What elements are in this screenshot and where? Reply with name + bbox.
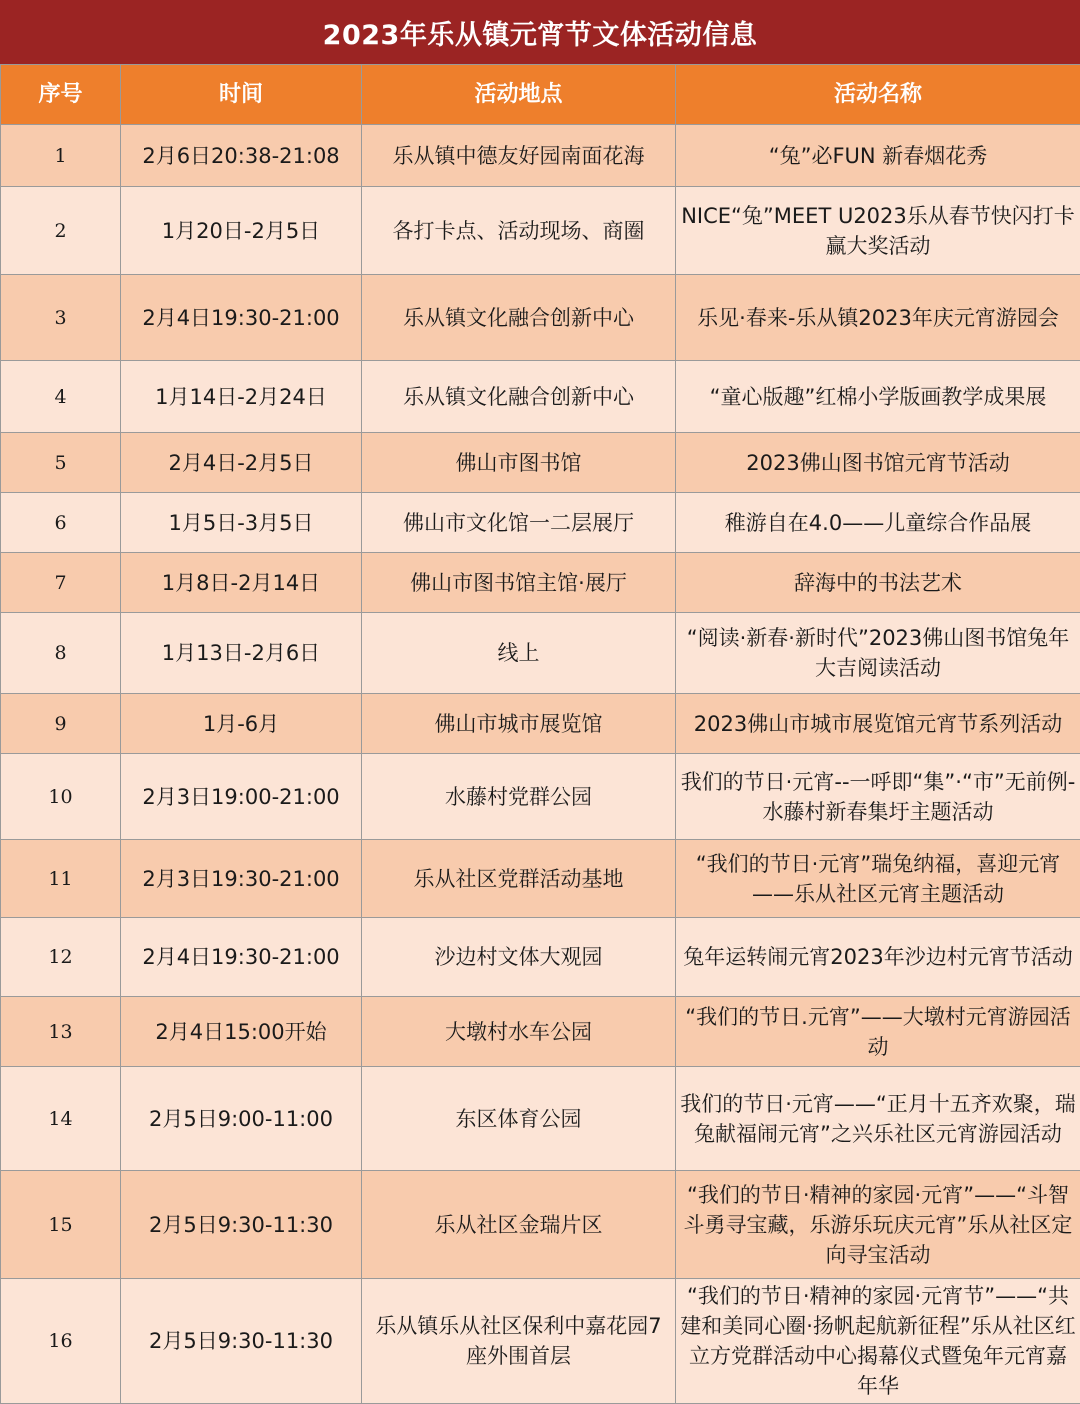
cell-time: 1月-6月 (121, 694, 362, 754)
cell-location: 沙边村文体大观园 (362, 918, 676, 997)
cell-time: 2月6日20:38-21:08 (121, 125, 362, 187)
cell-time: 2月5日9:30-11:30 (121, 1279, 362, 1404)
cell-index: 12 (1, 918, 121, 997)
cell-name: “我们的节日·精神的家园·元宵”——“斗智斗勇寻宝藏，乐游乐玩庆元宵”乐从社区定向寻宝活动 (676, 1171, 1080, 1279)
cell-location: 水藤村党群公园 (362, 754, 676, 840)
cell-index: 6 (1, 493, 121, 553)
cell-name: “童心版趣”红棉小学版画教学成果展 (676, 361, 1080, 433)
cell-time: 1月13日-2月6日 (121, 613, 362, 694)
cell-location: 乐从镇文化融合创新中心 (362, 361, 676, 433)
cell-index: 13 (1, 997, 121, 1067)
cell-name: 我们的节日·元宵——“正月十五齐欢聚，瑞兔献福闹元宵”之兴乐社区元宵游园活动 (676, 1067, 1080, 1171)
table-row (1, 997, 1080, 1067)
header-location: 活动地点 (362, 65, 676, 125)
cell-time: 2月4日15:00开始 (121, 997, 362, 1067)
table-body (1, 125, 1080, 1404)
cell-location: 大墩村水车公园 (362, 997, 676, 1067)
cell-location: 线上 (362, 613, 676, 694)
sheet-title: 2023年乐从镇元宵节文体活动信息 (0, 0, 1080, 65)
table-row (1, 694, 1080, 754)
cell-name: 我们的节日·元宵--一呼即“集”·“市”无前例-水藤村新春集圩主题活动 (676, 754, 1080, 840)
table-row (1, 1171, 1080, 1279)
table-row (1, 1067, 1080, 1171)
cell-index: 14 (1, 1067, 121, 1171)
cell-location: 佛山市图书馆主馆·展厅 (362, 553, 676, 613)
cell-index: 16 (1, 1279, 121, 1404)
header-row (1, 65, 1080, 125)
cell-name: 2023佛山市城市展览馆元宵节系列活动 (676, 694, 1080, 754)
table-row (1, 1279, 1080, 1404)
table-row (1, 840, 1080, 918)
cell-location: 佛山市文化馆一二层展厅 (362, 493, 676, 553)
table-row (1, 754, 1080, 840)
cell-name: “阅读·新春·新时代”2023佛山图书馆兔年大吉阅读活动 (676, 613, 1080, 694)
cell-time: 1月20日-2月5日 (121, 187, 362, 275)
cell-name: “我们的节日.元宵”——大墩村元宵游园活动 (676, 997, 1080, 1067)
cell-index: 2 (1, 187, 121, 275)
cell-index: 9 (1, 694, 121, 754)
cell-index: 3 (1, 275, 121, 361)
cell-time: 2月4日-2月5日 (121, 433, 362, 493)
cell-location: 各打卡点、活动现场、商圈 (362, 187, 676, 275)
cell-name: “我们的节日·元宵”瑞兔纳福，喜迎元宵——乐从社区元宵主题活动 (676, 840, 1080, 918)
cell-name: 2023佛山图书馆元宵节活动 (676, 433, 1080, 493)
table-row (1, 275, 1080, 361)
cell-index: 7 (1, 553, 121, 613)
table-row (1, 361, 1080, 433)
table-row (1, 553, 1080, 613)
cell-index: 4 (1, 361, 121, 433)
cell-index: 8 (1, 613, 121, 694)
cell-name: “我们的节日·精神的家园·元宵节”——“共建和美同心圈·扬帆起航新征程”乐从社区红立方党群活动中心揭幕仪式暨兔年元宵嘉年华 (676, 1279, 1080, 1404)
header-index: 序号 (1, 65, 121, 125)
cell-name: 辞海中的书法艺术 (676, 553, 1080, 613)
cell-location: 乐从社区党群活动基地 (362, 840, 676, 918)
cell-time: 2月3日19:30-21:00 (121, 840, 362, 918)
table-row (1, 433, 1080, 493)
cell-time: 2月3日19:00-21:00 (121, 754, 362, 840)
activity-table (0, 64, 1080, 1404)
cell-index: 1 (1, 125, 121, 187)
cell-time: 1月8日-2月14日 (121, 553, 362, 613)
header-time: 时间 (121, 65, 362, 125)
cell-location: 佛山市图书馆 (362, 433, 676, 493)
cell-index: 11 (1, 840, 121, 918)
cell-name: 稚游自在4.0——儿童综合作品展 (676, 493, 1080, 553)
cell-name: 乐见·春来-乐从镇2023年庆元宵游园会 (676, 275, 1080, 361)
table-row (1, 493, 1080, 553)
cell-location: 乐从镇中德友好园南面花海 (362, 125, 676, 187)
cell-time: 2月5日9:00-11:00 (121, 1067, 362, 1171)
header-name: 活动名称 (676, 65, 1080, 125)
cell-index: 10 (1, 754, 121, 840)
table-row (1, 613, 1080, 694)
cell-time: 2月4日19:30-21:00 (121, 918, 362, 997)
cell-name: “兔”必FUN 新春烟花秀 (676, 125, 1080, 187)
table-row (1, 125, 1080, 187)
cell-index: 5 (1, 433, 121, 493)
cell-location: 乐从社区金瑞片区 (362, 1171, 676, 1279)
cell-index: 15 (1, 1171, 121, 1279)
cell-name: 兔年运转闹元宵2023年沙边村元宵节活动 (676, 918, 1080, 997)
table-row (1, 918, 1080, 997)
cell-location: 东区体育公园 (362, 1067, 676, 1171)
cell-location: 乐从镇文化融合创新中心 (362, 275, 676, 361)
cell-time: 1月5日-3月5日 (121, 493, 362, 553)
cell-time: 2月4日19:30-21:00 (121, 275, 362, 361)
cell-time: 2月5日9:30-11:30 (121, 1171, 362, 1279)
cell-time: 1月14日-2月24日 (121, 361, 362, 433)
cell-location: 乐从镇乐从社区保利中嘉花园7座外围首层 (362, 1279, 676, 1404)
table-row (1, 187, 1080, 275)
cell-location: 佛山市城市展览馆 (362, 694, 676, 754)
cell-name: NICE“兔”MEET U2023乐从春节快闪打卡赢大奖活动 (676, 187, 1080, 275)
